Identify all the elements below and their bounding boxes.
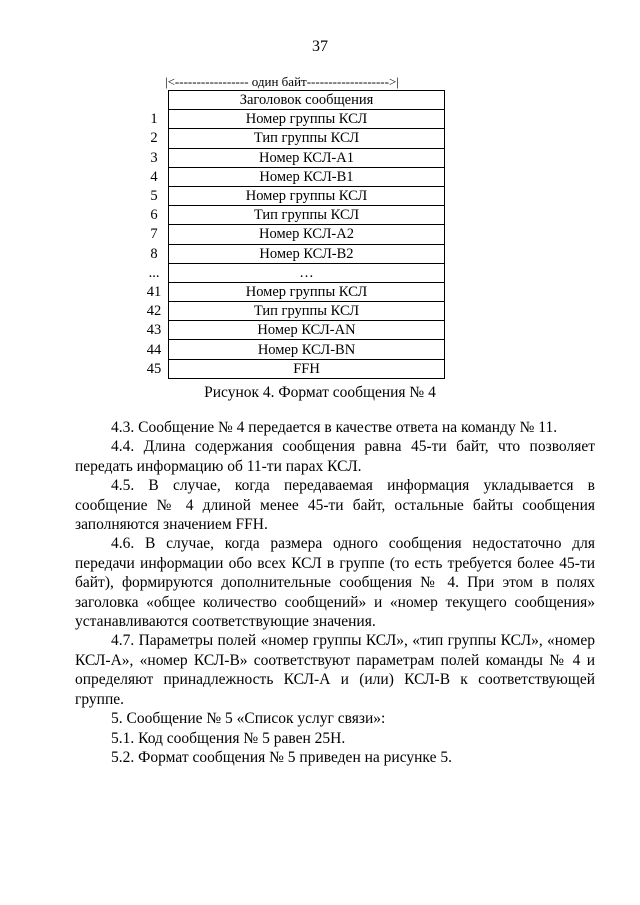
row-index: 41 — [146, 283, 162, 300]
row-field: … — [169, 263, 445, 282]
row-field: Номер КСЛ-AN — [169, 321, 445, 340]
figure-caption: Рисунок 4. Формат сообщения № 4 — [204, 384, 436, 401]
table-row — [140, 263, 445, 282]
table-row — [140, 302, 445, 321]
row-field: Номер КСЛ-А2 — [169, 225, 445, 244]
paragraph-5-2: 5.2. Формат сообщения № 5 приведен на рисунке 5. — [111, 748, 452, 766]
table-row — [140, 282, 445, 301]
row-field: Тип группы КСЛ — [169, 206, 445, 225]
table-row — [140, 110, 445, 129]
table-row — [140, 91, 445, 110]
paragraph-4-3: 4.3. Сообщение № 4 передается в качестве ответа на команду № 11. — [111, 419, 558, 436]
row-index: 3 — [150, 149, 158, 166]
table-row — [140, 225, 445, 244]
row-index: 5 — [150, 188, 158, 205]
paragraph-4-7: 4.7. Параметры полей «номер группы КСЛ», «тип группы КСЛ», «номер КСЛ-А», «номер КСЛ-В» соответствуют параметрам полей команды № 4 и определяют принадлежность КСЛ-А и (или) КСЛ-В к соответствующей группе. — [75, 632, 595, 708]
byte-width-marker: |<----------------- один байт------------------->| — [165, 74, 399, 89]
table-row — [140, 129, 445, 148]
body-text — [75, 418, 595, 767]
message-format-table-body — [140, 91, 445, 379]
table-row — [140, 321, 445, 340]
row-index: 4 — [150, 168, 158, 185]
paragraph-4-4: 4.4. Длина содержания сообщения равна 45-ти байт, что позволяет передать информацию об 11-ти парах КСЛ. — [75, 438, 595, 475]
page-number: 37 — [312, 38, 328, 55]
row-index: 45 — [146, 360, 162, 377]
row-index: 42 — [146, 303, 162, 320]
row-field: Номер группы КСЛ — [169, 110, 445, 129]
row-field: Номер КСЛ-BN — [169, 340, 445, 359]
paragraph-5: 5. Сообщение № 5 «Список услуг связи»: — [111, 710, 386, 728]
row-index — [140, 91, 169, 110]
row-field: Тип группы КСЛ — [169, 302, 445, 321]
row-field: Тип группы КСЛ — [169, 129, 445, 148]
row-index: 43 — [146, 322, 162, 339]
row-index: 44 — [146, 341, 162, 358]
paragraph-5-1: 5.1. Код сообщения № 5 равен 25H. — [111, 729, 346, 747]
table-row — [140, 340, 445, 359]
row-field: Номер КСЛ-В2 — [169, 244, 445, 263]
row-index: 6 — [150, 207, 158, 224]
row-field: Номер КСЛ-В1 — [169, 167, 445, 186]
table-row — [140, 244, 445, 263]
row-index: 7 — [150, 226, 158, 243]
table-row — [140, 206, 445, 225]
row-index: 1 — [150, 111, 158, 128]
row-index: 2 — [150, 130, 158, 147]
row-index: 8 — [150, 245, 158, 262]
table-row — [140, 359, 445, 378]
paragraph-4-6: 4.6. В случае, когда размера одного сообщения недостаточно для передачи информации обо всех КСЛ в группе (то есть требуется более 45-ти байт), формируются дополнительные сообщения № 4. При этом в полях заголовка «общее количество сообщений» и «номер текущего сообщения» устанавливаются соответствующие значения. — [75, 535, 595, 631]
row-field: FFH — [169, 359, 445, 378]
table-row — [140, 186, 445, 205]
row-field: Номер группы КСЛ — [169, 186, 445, 205]
row-field: Номер КСЛ-А1 — [169, 148, 445, 167]
row-field: Номер группы КСЛ — [169, 282, 445, 301]
message-format-table — [140, 90, 445, 379]
paragraph-4-5: 4.5. В случае, когда передаваемая информация укладывается в сообщение № 4 длиной менее 45-ти байт, остальные байты сообщения заполняются значением FFH. — [75, 477, 595, 534]
table-row — [140, 148, 445, 167]
table-row — [140, 167, 445, 186]
row-index: ... — [148, 264, 160, 281]
row-field: Заголовок сообщения — [169, 91, 445, 110]
